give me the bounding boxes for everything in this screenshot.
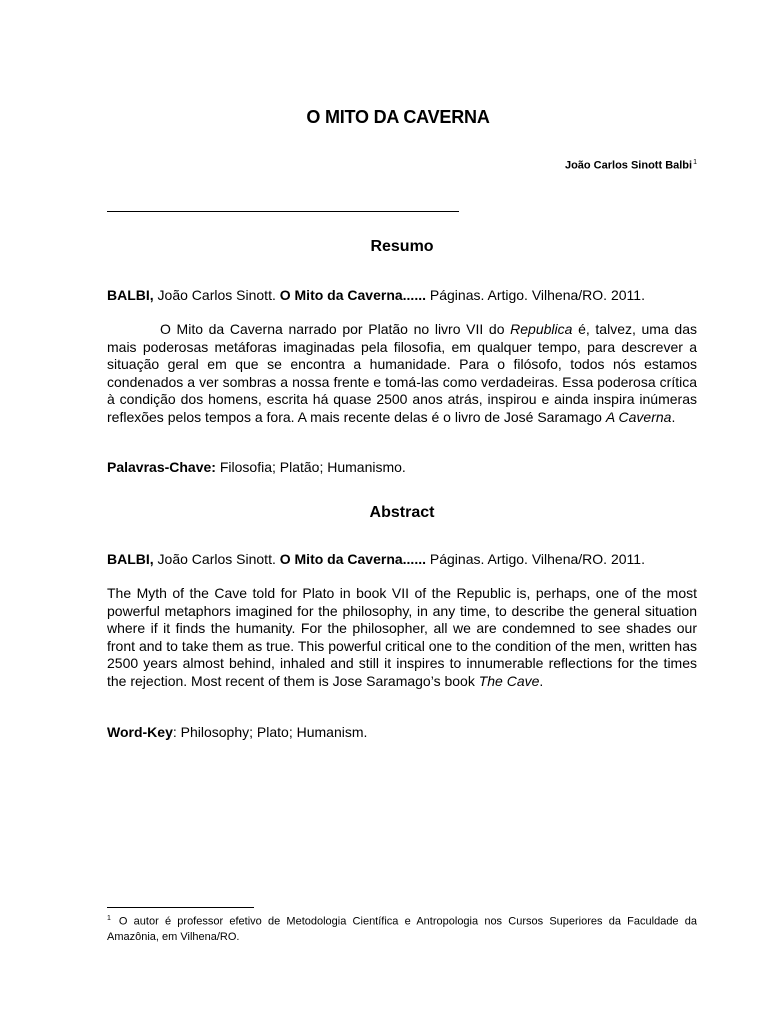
abstract-keywords [107,724,697,742]
author-name: João Carlos Sinott Balbi [564,159,693,172]
abstract-ref-author-given: João Carlos Sinott. [153,551,280,567]
abstract-heading: Abstract [369,504,435,521]
abstract-body [107,585,697,690]
resumo-ref-details: Páginas. Artigo. Vilhena/RO. 2011. [426,287,645,303]
abstract-keywords-list: : Philosophy; Plato; Humanism. [172,724,368,740]
resumo-ref-work-title: O Mito da Caverna...... [279,287,426,303]
resumo-body-part3: . [671,408,676,425]
abstract-body-italic-cave: The Cave [478,672,540,689]
abstract-keywords-label: Word-Key [107,724,173,740]
document-title: O MITO DA CAVERNA [306,107,490,127]
footnote-divider [107,907,254,908]
resumo-reference [107,287,697,305]
resumo-body-part1: O Mito da Caverna narrado por Platão no livro VII do [160,321,511,337]
abstract-ref-details: Páginas. Artigo. Vilhena/RO. 2011. [426,551,645,567]
abstract-reference [107,551,697,569]
footnote [107,911,697,945]
resumo-body-italic-caverna: A Caverna [605,408,672,425]
abstract-ref-author-surname: BALBI, [107,551,154,567]
header-divider [107,211,459,212]
abstract-ref-work-title: O Mito da Caverna...... [279,551,426,567]
resumo-heading: Resumo [370,238,434,255]
resumo-keywords-list: Filosofia; Platão; Humanismo. [215,459,406,475]
resumo-body-italic-republica: Republica [510,321,573,337]
author-line [565,159,697,172]
resumo-keywords [107,459,697,477]
footnote-mark: 1 [107,915,111,922]
resumo-body [107,321,697,426]
resumo-ref-author-surname: BALBI, [107,287,154,303]
footnote-text: O autor é professor efetivo de Metodologia Científica e Antropologia nos Cursos Superiores da Faculdade da Amazônia, em Vilhena/RO. [107,915,697,943]
resumo-ref-author-given: João Carlos Sinott. [153,287,280,303]
resumo-keywords-label: Palavras-Chave: [107,459,216,475]
abstract-body-part1: The Myth of the Cave told for Plato in book VII of the Republic is, perhaps, one of the most powerful metaphors imagined for the philosophy, in any time, to describe the general situation where if it finds the humanity. For the philosopher, all we are condemned to see shades our front and to take them as true. This powerful critical one to the condition of the men, written has 2500 years almost behind, inhaled and still it inspires to innumerable reflections for the times the rejection. Most recent of them is Jose Saramago’s book [107,585,697,689]
resumo-body-part2: é, talvez, uma das mais poderosas metáforas imaginadas pela filosofia, em qualquer tempo, para descrever a situação geral em que se encontra a humanidade. Para o filósofo, todos nós estamos condenados a ver sombras a nossa frente e tomá-las como verdadeiras. Essa poderosa crítica à condição dos homens, escrita há quase 2500 anos atrás, inspirou e ainda inspira inúmeras reflexões pelos tempos a fora. A mais recente delas é o livro de José Saramago [107,321,697,425]
author-footnote-mark: 1 [693,159,697,166]
abstract-body-part2: . [539,672,544,689]
